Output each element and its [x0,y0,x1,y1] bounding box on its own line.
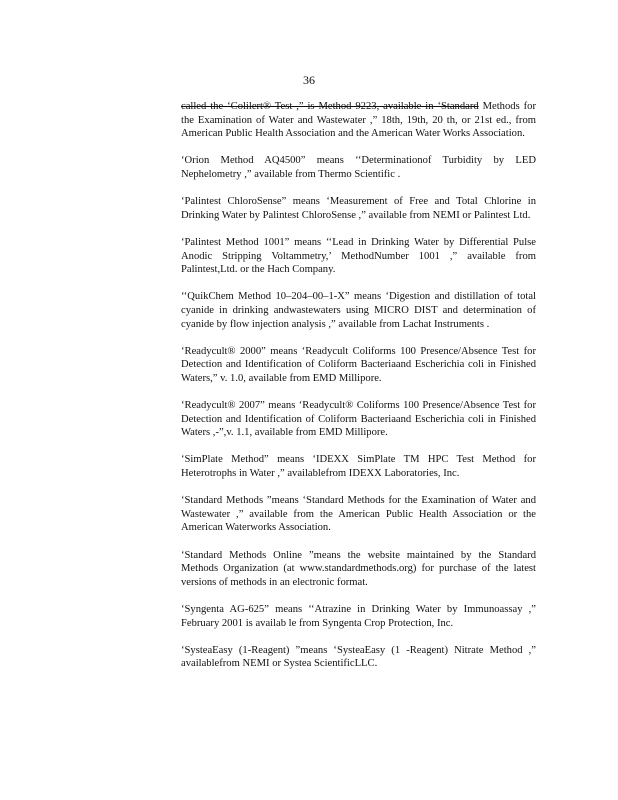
struck-text: called the ‘Colilert® Test ,” is Method 9223, available in ‘Standard [181,101,479,112]
definition-simplate: ‘SimPlate Method” means ‘IDEXX SimPlate TM HPC Test Method for Heterotrophs in Water ,” availablefrom IDEXX Laboratories, Inc. [181,454,536,480]
definition-colilert-continued [181,100,536,141]
definition-systeaeasy: ‘SysteaEasy (1-Reagent) ”means ‘SysteaEasy (1 -Reagent) Nitrate Method ,” availablefrom NEMI or Systea ScientificLLC. [181,644,536,670]
document-body [181,100,536,685]
definition-syngenta: ‘Syngenta AG-625” means ‘‘Atrazine in Drinking Water by Immunoassay ,” February 2001 is availab le from Syngenta Crop Protection, Inc. [181,603,536,629]
definition-palintest-chlorosense: ‘Palintest ChloroSense” means ‘Measurement of Free and Total Chlorine in Drinking Water by Palintest ChloroSense ,” available from NEMI or Palintest Ltd. [181,196,536,221]
page-number: 36 [303,73,315,87]
definition-readycult-2007: ‘Readycult® 2007” means ‘Readycult® Coliforms 100 Presence/Absence Test for Detection and Identification of Coliform Bacteriaand Escherichia coli in Finished Waters ,-”,v. 1.1, available from EMD Millipore. [181,400,536,439]
definition-palintest-1001: ‘Palintest Method 1001” means ‘‘Lead in Drinking Water by Differential Pulse Anodic Stripping Voltammetry,’ MethodNumber 1001 ,” available from Palintest,Ltd. or the Hach Company. [181,236,536,276]
definition-standard-methods: ‘Standard Methods ”means ‘Standard Methods for the Examination of Water and Wastewater ,” available from the American Public Health Association or the American Waterworks Association. [181,495,536,534]
definition-standard-methods-online: ‘Standard Methods Online ”means the website maintained by the Standard Methods Organization (at www.standardmethods.org) for purchase of the latest versions of methods in an electronic format. [181,549,536,588]
definition-orion-aq4500: ‘Orion Method AQ4500” means ‘‘Determinationof Turbidity by LED Nephelometry ,” available from Thermo Scientific . [181,155,536,180]
definition-readycult-2000: ‘Readycult® 2000” means ‘Readycult Coliforms 100 Presence/Absence Test for Detection and Identification of Coliform Bacteriaand Escherichia coli in Finished Waters,” v. 1.0, available from EMD Millipore. [181,345,536,384]
definition-text: Methods for the Examination of Water and Wastewater ,” 18th, 19th, 20 th, or 21st ed., from American Public Health Association and the American Water Works Association. [181,101,536,140]
definition-quikchem: ‘‘QuikChem Method 10–204–00–1-X” means ‘Digestion and distillation of total cyanide in drinking andwastewaters using MICRO DIST and determination of cyanide by flow injection analysis ,” available from Lachat Instruments . [181,291,536,330]
